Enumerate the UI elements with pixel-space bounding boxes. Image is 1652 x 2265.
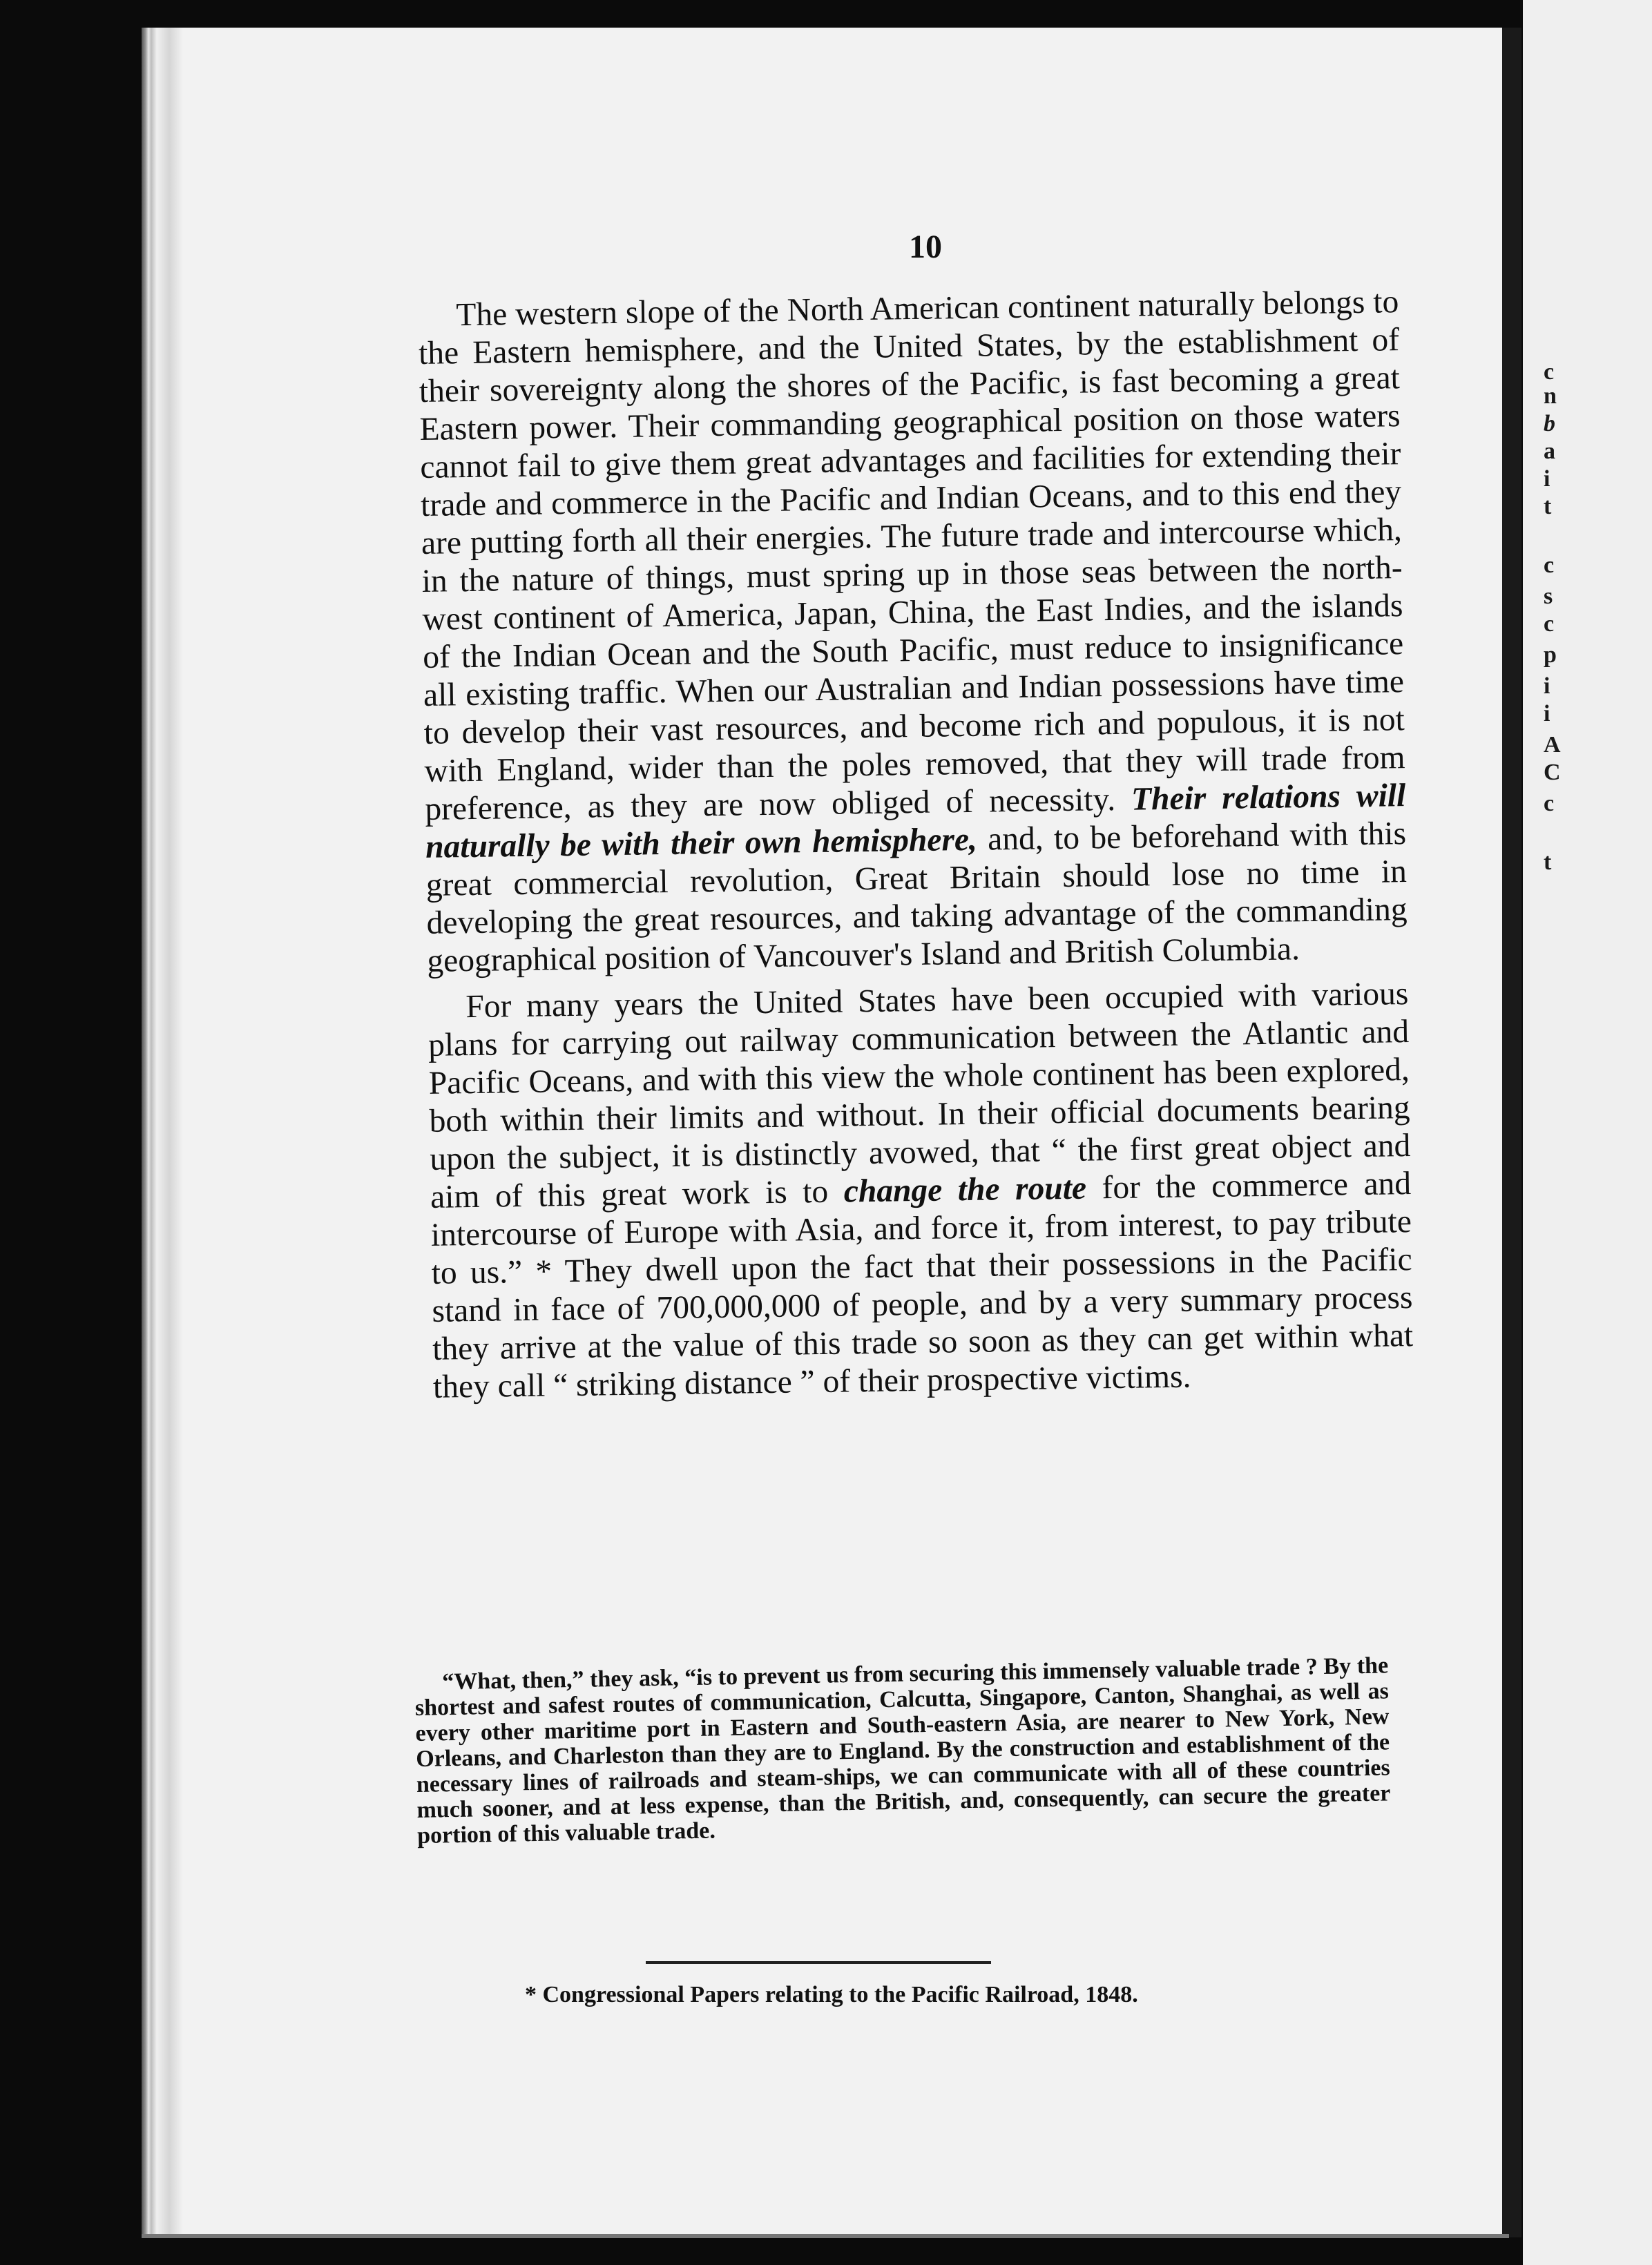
adjacent-page-fragment: t bbox=[1544, 849, 1552, 875]
adjacent-page-fragment: c bbox=[1544, 552, 1555, 578]
paragraph-text: and, to be beforehand with this great commercial revolution, Great Britain should lose no time in developing the great resources, and taking advantage of the commanding geographical position of Vancouver's Island and British Columbia. bbox=[425, 816, 1408, 979]
adjacent-page-fragment: i bbox=[1544, 673, 1550, 699]
adjacent-page-fragment: b bbox=[1544, 411, 1555, 436]
quoted-note-text: “What, then,” they ask, “is to prevent us from securing this immensely valuable trade ? By the shortest and safest routes of communication, Calcutta, Singapore, Canton, Shanghai, as well as every other maritime port in Eastern and South-eastern Asia, are nearer to New York, New Orleans, and Charleston than they are to England. By the construction and establishment of the necessary lines of railroads and steam-ships, we can communicate with all of these countries much sooner, and at less expense, than the British, and, consequently, can secure the greater portion of this valuable trade. bbox=[414, 1652, 1391, 1849]
adjacent-page-fragment: n bbox=[1544, 383, 1557, 409]
adjacent-page-fragment: a bbox=[1544, 438, 1555, 464]
adjacent-page-fragment: i bbox=[1544, 466, 1550, 492]
adjacent-page-fragment: c bbox=[1544, 359, 1555, 385]
paragraph-text: The western slope of the North American continent naturally belongs to the Eastern hemisphere, and the United States, by the establishment of their sovereignty along the shores of the Pacific, is fast becoming a great Eastern power. Their commanding geographical position on those waters cannot fail to give them great advantages and facilities for extending their trade and commerce in the Pacific and Indian Oceans, and to this end they are putting forth all their energies. The future trade and intercourse which, in the nature of things, must spring up in those seas between the north-west continent of America, Japan, China, the East Indies, and the islands of the Indian Ocean and the South Pacific, must reduce to insignificance all existing traffic. When our Australian and Indian possessions have time to develop their vast resources, and become rich and populous, it is not with England, wider than the poles removed, that they will trade from preference, as they are now obliged of necessity. bbox=[418, 284, 1405, 827]
page-number: 10 bbox=[909, 229, 942, 265]
gutter-shadow bbox=[1502, 28, 1521, 2237]
adjacent-page-fragment: i bbox=[1544, 701, 1550, 726]
adjacent-page-fragment: C bbox=[1544, 760, 1561, 785]
page-bottom-edge bbox=[142, 2234, 1509, 2238]
paragraph-text: For many years the United States have been occupied with various plans for carrying out railway communication between the Atlantic and Pacific Oceans, and with this view the whole continent has been explored, both within their limits and without. In their official documents bearing upon the subject, it is distinctly avowed, that “ the first great object and aim of this great work is to bbox=[428, 976, 1411, 1215]
quoted-note bbox=[414, 1652, 1391, 1849]
adjacent-page-fragment: t bbox=[1544, 494, 1552, 519]
italic-phrase: change the route bbox=[843, 1170, 1087, 1210]
paragraph bbox=[418, 283, 1408, 981]
footnote: * Congressional Papers relating to the Pacific Railroad, 1848. bbox=[525, 1982, 1138, 2007]
footnote-divider bbox=[646, 1961, 991, 1964]
page-edge bbox=[142, 28, 183, 2237]
paragraph-text: for the commerce and intercourse of Europe with Asia, and force it, from interest, to pay tribute to us.” * They dwell upon the fact that their possessions in the Pacific stand in face of 700,000,000 of people, and by a very summary process they arrive at the value of this trade so soon as they can get within what they call “ striking distance ” of their prospective victims. bbox=[430, 1166, 1414, 1405]
adjacent-page bbox=[1523, 0, 1652, 2265]
adjacent-page-fragment: s bbox=[1544, 584, 1553, 609]
italic-phrase: Their relations will naturally be with their own hemisphere, bbox=[425, 778, 1406, 865]
adjacent-page-fragment: p bbox=[1544, 642, 1557, 668]
paragraph bbox=[428, 975, 1414, 1407]
body-text bbox=[418, 283, 1414, 1415]
adjacent-page-fragment: A bbox=[1544, 732, 1561, 758]
adjacent-page-fragment: c bbox=[1544, 791, 1555, 816]
adjacent-page-fragment: c bbox=[1544, 611, 1555, 637]
